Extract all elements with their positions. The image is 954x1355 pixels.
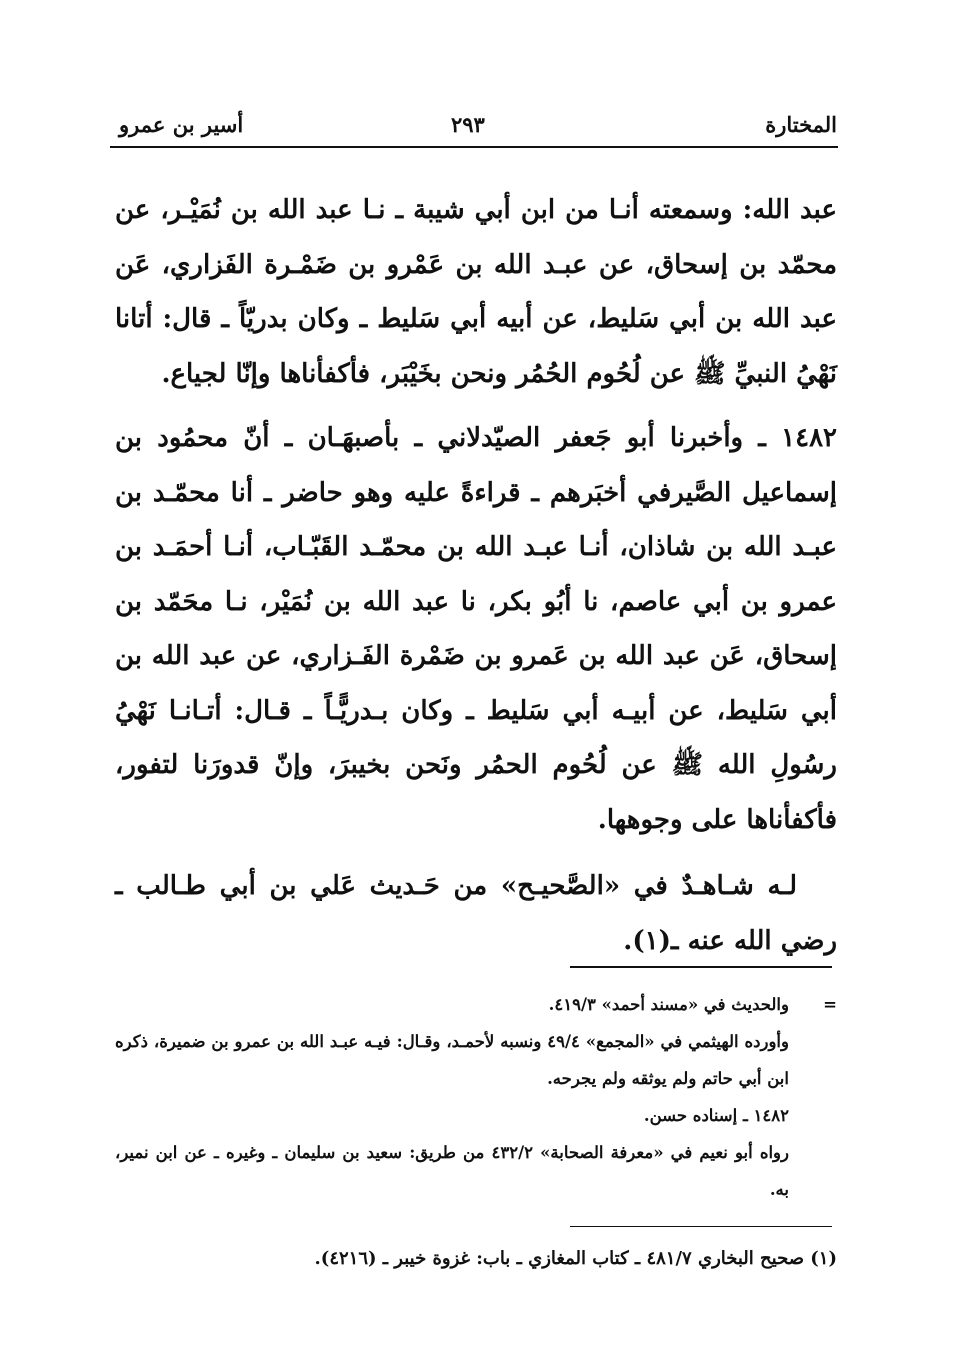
footnote-divider: [570, 1226, 832, 1227]
book-title: المختارة: [765, 112, 837, 137]
hadith-paragraph-1482: ١٤٨٢ ـ وأخبرنا أبو جَعفر الصيّدلاني ـ بأصبهَـان ـ أنّ محمُود بن إسماعيل الصَّيرفي أخبَرهم ـ قراءةً عليه وهو حاضر ـ أنا محمّـد بن عبـد الله بن شاذان، أنـا عبـد الله بن محمّـد القَبّـاب، أنـا أحمَـد بن عمرو بن أبي عاصم، نا أبُو بكر، نا عبد الله بن نُمَيْر، نـا محَمّد بن إسحاق، عَن عبد الله بن عَمرو بن ضَمْرة الفَـزاري، عن عبد الله بن أبي سَليط، عن أبيـه أبي سَليط ـ وكان بـدريًّـاً ـ قـال: أتـانـا نَهْيُ رسُولِ الله ﷺ عن لُحُوم الحمُر ونَحن بخيبرَ، وإنّ قدورَنا لتفور، فأكفأناها على وجوهها.: [115, 423, 837, 835]
header-divider: [110, 146, 838, 148]
note-text: رواه أبو نعيم في «معرفة الصحابة» ٤٣٢/٢ من طريق: سعيد بن سليمان ـ وغيره ـ عن ابن نمير، به.: [115, 1143, 789, 1199]
continuation-mark: [789, 1097, 837, 1134]
main-text: [115, 183, 837, 968]
hadith-paragraph-1: عبد الله: وسمعته أنـا من ابن أبي شيبة ـ نـا عبد الله بن نُمَيْـر، عن محمّد بن إسحاق، عن عبـد الله بن عَمْرو بن ضَمْـرة الفَزاري، عَن عبد الله بن أبي سَليط، عن أبيه أبي سَليط ـ وكان بدريّاً ـ قال: أتانا نَهْيُ النبيِّ ﷺ عن لُحُوم الحُمُر ونحن بخَيْبَر، فأكفأناها وإنّا لجياع.: [115, 195, 837, 389]
note-item: [115, 986, 837, 1023]
note-item: [115, 1023, 837, 1097]
notes-divider: [570, 966, 832, 968]
note-text: وأورده الهيثمي في «المجمع» ٤٩/٤ ونسبه لأحمـد، وقـال: فيـه عبـد الله بن عمرو بن ضميرة، ذكره ابن أبي حاتم ولم يوثقه ولم يجرحه.: [115, 1032, 789, 1088]
note-item: [115, 1097, 837, 1134]
note-text: والحديث في «مسند أحمد» ٤١٩/٣.: [548, 995, 789, 1014]
continuation-mark: =: [823, 995, 837, 1014]
page-number: ٢٩٣: [451, 112, 485, 137]
commentary-notes: [115, 986, 837, 1208]
continuation-mark: [789, 1023, 837, 1097]
footnote: (١) صحيح البخاري ٤٨١/٧ ـ كتاب المغازي ـ باب: غزوة خيبر ـ (٤٢١٦).: [314, 1248, 837, 1269]
note-text: ١٤٨٢ ـ إسناده حسن.: [643, 1106, 789, 1125]
note-item: [115, 1134, 837, 1208]
witness-paragraph: لـه شـاهـدٌ في «الصَّحيـح» من حَـديث عَلي بن أبي طـالب ـ رضي الله عنه ـ(١).: [115, 871, 837, 956]
page-header: [115, 112, 837, 146]
continuation-mark: [789, 1134, 837, 1208]
chapter-name: أسير بن عمرو: [119, 112, 244, 137]
